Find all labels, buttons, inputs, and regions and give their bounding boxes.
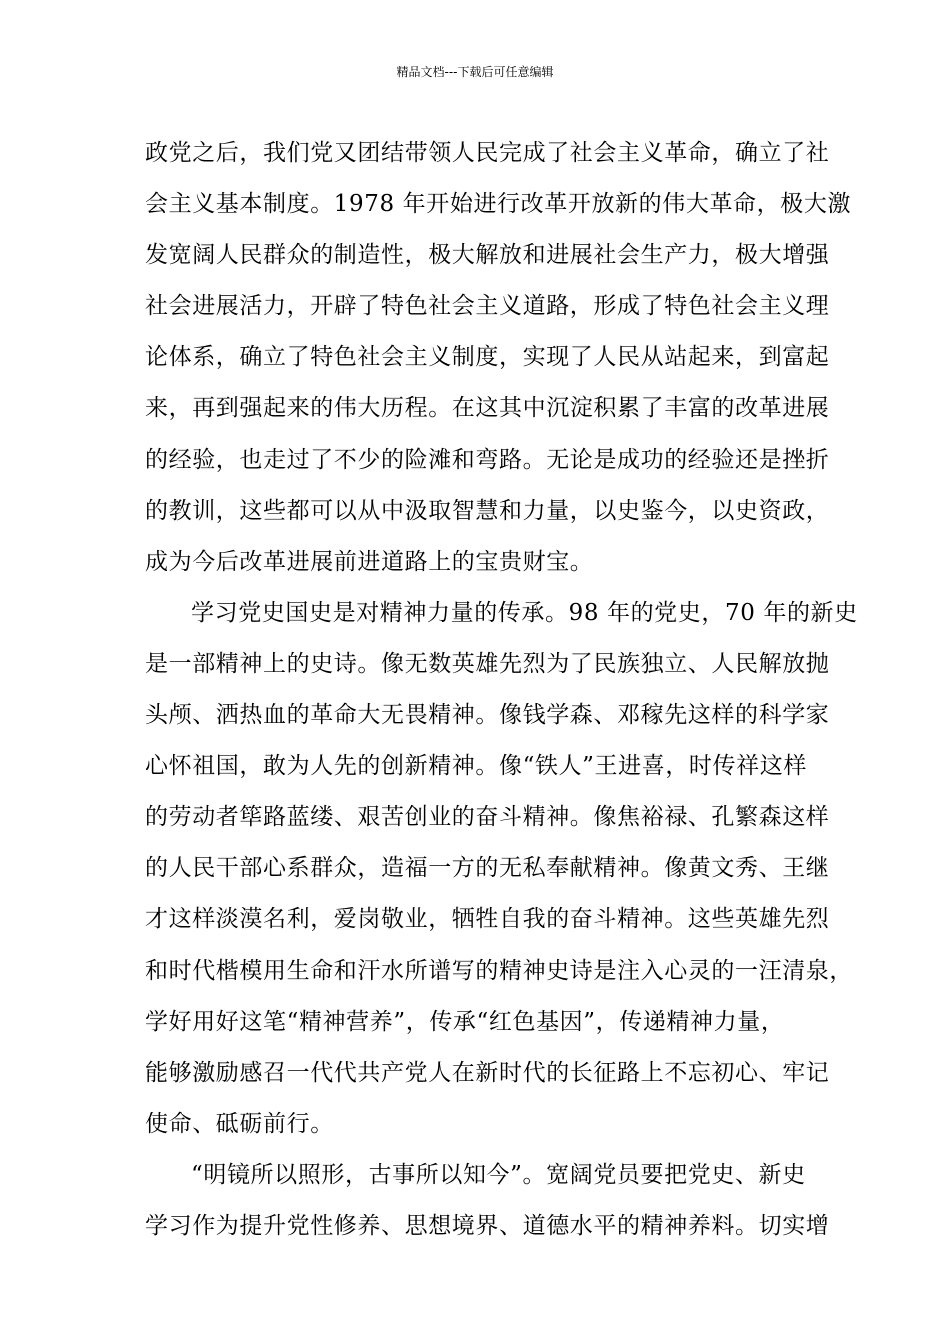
text-line: 的教训，这些都可以从中汲取智慧和力量，以史鉴今，以史资政， bbox=[145, 497, 830, 524]
text-line: 才这样淡漠名利，爱岗敬业，牺牲自我的奋斗精神。这些英雄先烈 bbox=[145, 906, 830, 933]
paragraph-first-line: 学习党史国史是对精神力量的传承。98 年的党史，70 年的新史 bbox=[191, 599, 858, 626]
text-line: 是一部精神上的史诗。像无数英雄先烈为了民族独立、人民解放抛 bbox=[145, 650, 830, 677]
text-line: 发宽阔人民群众的制造性，极大解放和进展社会生产力，极大增强 bbox=[145, 242, 830, 269]
document-body bbox=[145, 128, 858, 1252]
text-line: 使命、砥砺前行。 bbox=[145, 1110, 334, 1137]
text-line: 政党之后，我们党又团结带领人民完成了社会主义革命，确立了社 bbox=[145, 140, 830, 166]
text-line: 来，再到强起来的伟大历程。在这其中沉淀积累了丰富的改革进展 bbox=[145, 395, 830, 422]
text-line: 心怀祖国，敢为人先的创新精神。像“铁人”王进喜，时传祥这样 bbox=[145, 753, 807, 780]
paragraph-first-line: “明镜所以照形，古事所以知今”。宽阔党员要把党史、新史 bbox=[191, 1161, 806, 1188]
text-line: 学好用好这笔“精神营养”，传承“红色基因”，传递精神力量， bbox=[145, 1008, 785, 1035]
text-line: 的人民干部心系群众，造福一方的无私奉献精神。像黄文秀、王继 bbox=[145, 855, 830, 882]
text-line: 学习作为提升党性修养、思想境界、道德水平的精神养料。切实增 bbox=[145, 1212, 830, 1239]
text-line: 会主义基本制度。1978 年开始进行改革开放新的伟大革命，极大激 bbox=[145, 191, 852, 218]
text-line: 社会进展活力，开辟了特色社会主义道路，形成了特色社会主义理 bbox=[145, 293, 830, 320]
text-line: 和时代楷模用生命和汗水所谱写的精神史诗是注入心灵的一汪清泉， bbox=[145, 957, 853, 984]
text-line: 的经验，也走过了不少的险滩和弯路。无论是成功的经验还是挫折 bbox=[145, 446, 830, 473]
text-line: 能够激励感召一代代共产党人在新时代的长征路上不忘初心、牢记 bbox=[145, 1059, 830, 1086]
page-header: 精品文档---下载后可任意编辑 bbox=[396, 65, 554, 79]
text-line: 论体系，确立了特色社会主义制度，实现了人民从站起来，到富起 bbox=[145, 344, 830, 371]
text-line: 成为今后改革进展前进道路上的宝贵财宝。 bbox=[145, 548, 594, 575]
text-line: 的劳动者筚路蓝缕、艰苦创业的奋斗精神。像焦裕禄、孔繁森这样 bbox=[145, 804, 830, 831]
text-line: 头颅、洒热血的革命大无畏精神。像钱学森、邓稼先这样的科学家 bbox=[145, 702, 830, 729]
